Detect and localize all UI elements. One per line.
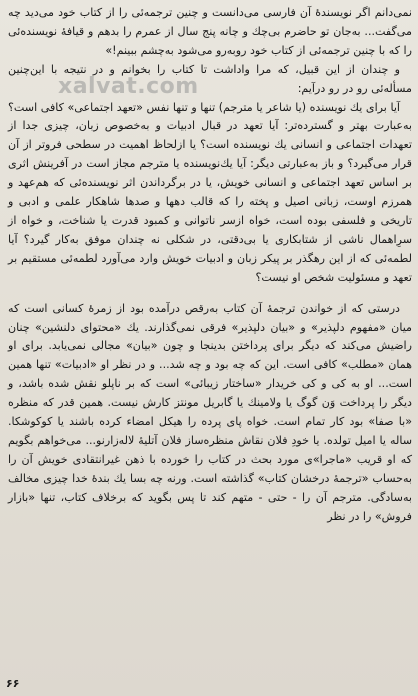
site-watermark: xalvat.com [58, 74, 199, 99]
page-number: ۶۶ [6, 677, 20, 690]
paragraph-intro: و چندان از این قبیل، که مرا واداشت تا کتاب را بخوانم و در نتیجه با این‌چنین مسأله‌ئی رو در رو درآیم: [8, 62, 412, 95]
paragraph-questions: آیا برای یك نویسنده (یا شاعر یا مترجم) تنها و تنها نفس «تعهد اجتماعی» کافی است؟ به‌عبارت بهتر و گسترده‌تر: آیا تعهد در قبال ادبیات و به‌خصوص زبان، چیزی جدا از تعهدات اجتماعی و انسانی یك نویسنده است؟ یا ازلحاظ اهمیت در سطحی فروتر از آن قرار می‌گیرد؟ و باز به‌عبارتی دیگر: آیا یك‌نویسنده یا مترجم مجاز است در آفرینش اثری بر اساس تعهد اجتماعی و انسانی خویش، یا در برگرداندن اثر نویسنده‌ئی که هم‌عهد و همرزم اوست، زبانی اصیل و پخته را که قالب دهها و صدها شاهکار علمی و ادبی و تاریخی و فلسفی بوده است، خواه ازسر ناتوانی و کمبود قدرت یا شناخت، و خواه از سرِاهمال ناشی از شتابکاری یا بی‌دقتی، در شکلی نه چندان موفق به‌کار گیرد؟ آیا لطمه‌ئی که از این رهگذر بر پیکر زبان و ادبیات خویش وارد می‌آورد لطمه‌ئی مستقیم بر تعهد و مسئولیت شخص او نیست؟ [8, 100, 412, 284]
paragraph-opening: نمی‌دانم اگر نویسندهٔ آن فارسی می‌دانست و چنین ترجمه‌ئی را از کتاب خود می‌دید چه می‌گفت... به‌جان تو حاضرم بی‌چك و چانه پنج سال از عمرم را بدهم و قیافهٔ نویسنده‌ئی را که با چنین ترجمه‌ئی از کتاب خود روبه‌رو می‌شود به‌چشم ببینم!» [8, 6, 412, 57]
paragraph-discussion: درستی که از خواندن ترجمهٔ آن کتاب به‌رقص درآمده بود از زمرهٔ کسانی است که میان «مفهوم دلپذیر» و «بیان دلپذیر» فرقی نمی‌گذارند. یك «محتوای دلنشین» چنان راضیش می‌کند که دیگر برای پرداختن بدینجا و چون «بیان» مجالی نمی‌یابد. برای او همان «مطلب» کافی است. این که چه بود و چه شد... و در نظر او «ادبیات» تنها همین است... او به کی و کی خریدار «ساختار زیبائی» است که بر ناپلو نقش شده باشد، و دیگر را پرداخت وَن گوگ یا ولامینك یا گابریل مونتز کارش نیست. همین قدر که منظره «با صفا» بود کار تمام است. خواه پای پرده را هیکل امضاء کرده باشند یا کوکوشکا. ساله یا امیل تولده. یا خودِ فلان نقاش منظره‌ساز فلان آتلیهٔ لالەزارنو... می‌خواهم بگویم که او قریب «ماجرا»ی مورد بحث در کتاب را خورده با ذهن غیرانتقادی خویش آن را به‌حساب «ترجمهٔ درخشان کتاب» گذاشته است. ورنه چه بسا یك بندهٔ خدا چیزی مخالف به‌سادگی. مترجم آن را - حتی - متهم کند تا پس بگوید که برخلاف کتاب، تنها «بازار فروش» را در نظر [8, 301, 412, 523]
body-text [8, 4, 412, 526]
